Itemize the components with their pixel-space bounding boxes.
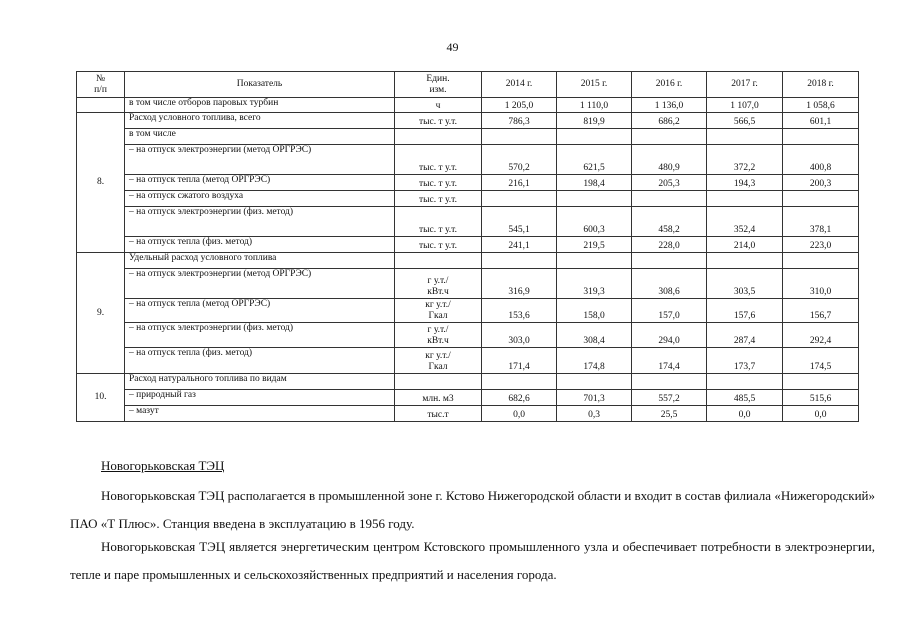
table-row	[77, 374, 859, 390]
value-cell: 308,4	[557, 323, 632, 348]
unit-cell: кг у.т./ Гкал	[395, 299, 482, 323]
indicator-cell: – природный газ	[125, 390, 395, 406]
row-number-cell: 8.	[77, 113, 125, 253]
value-cell: 156,7	[783, 299, 859, 323]
value-cell	[557, 253, 632, 269]
value-cell: 294,0	[632, 323, 707, 348]
header-cell: № п/п	[77, 72, 125, 98]
table-row	[77, 98, 859, 113]
value-cell: 214,0	[707, 237, 783, 253]
value-cell: 601,1	[783, 113, 859, 129]
indicator-cell: – на отпуск сжатого воздуха	[125, 191, 395, 207]
value-cell	[783, 253, 859, 269]
indicator-cell: Расход натурального топлива по видам	[125, 374, 395, 390]
unit-cell: тыс. т у.т.	[395, 113, 482, 129]
value-cell	[707, 191, 783, 207]
table-row	[77, 175, 859, 191]
value-cell: 292,4	[783, 323, 859, 348]
value-cell: 485,5	[707, 390, 783, 406]
value-cell: 303,0	[482, 323, 557, 348]
table-row	[77, 299, 859, 323]
indicator-cell: – на отпуск тепла (метод ОРГРЭС)	[125, 299, 395, 323]
unit-cell: тыс.т	[395, 406, 482, 422]
value-cell: 545,1	[482, 207, 557, 237]
indicator-cell: – на отпуск электроэнергии (физ. метод)	[125, 323, 395, 348]
paragraph: Новогорьковская ТЭЦ является энергетическим центром Кстовского промышленного узла и обеспечивает потребности в электроэнергии, тепле и паре промышленных и сельскохозяйственных предприятий и населения города.	[70, 539, 875, 582]
value-cell: 786,3	[482, 113, 557, 129]
value-cell	[482, 374, 557, 390]
table-row	[77, 145, 859, 175]
indicator-cell: Удельный расход условного топлива	[125, 253, 395, 269]
table-row	[77, 253, 859, 269]
value-cell: 228,0	[632, 237, 707, 253]
value-cell: 287,4	[707, 323, 783, 348]
value-cell: 0,0	[482, 406, 557, 422]
indicator-cell: – на отпуск тепла (метод ОРГРЭС)	[125, 175, 395, 191]
unit-cell	[395, 253, 482, 269]
header-cell: 2018 г.	[783, 72, 859, 98]
indicator-cell: в том числе отборов паровых турбин	[125, 98, 395, 113]
value-cell: 173,7	[707, 348, 783, 374]
unit-cell: тыс. т у.т.	[395, 191, 482, 207]
table-row	[77, 129, 859, 145]
unit-cell	[395, 129, 482, 145]
header-cell: Показатель	[125, 72, 395, 98]
value-cell: 1 136,0	[632, 98, 707, 113]
value-cell	[482, 129, 557, 145]
value-cell: 0,3	[557, 406, 632, 422]
section-title: Новогорьковская ТЭЦ	[101, 458, 225, 473]
value-cell: 316,9	[482, 269, 557, 299]
table-row	[77, 406, 859, 422]
value-cell	[482, 191, 557, 207]
header-cell: 2014 г.	[482, 72, 557, 98]
value-cell: 557,2	[632, 390, 707, 406]
unit-cell: тыс. т у.т.	[395, 145, 482, 175]
value-cell: 570,2	[482, 145, 557, 175]
value-cell: 157,0	[632, 299, 707, 323]
value-cell	[707, 253, 783, 269]
value-cell: 216,1	[482, 175, 557, 191]
value-cell: 378,1	[783, 207, 859, 237]
value-cell: 682,6	[482, 390, 557, 406]
value-cell: 600,3	[557, 207, 632, 237]
value-cell: 400,8	[783, 145, 859, 175]
header-cell: Един. изм.	[395, 72, 482, 98]
value-cell: 0,0	[707, 406, 783, 422]
value-cell	[632, 191, 707, 207]
value-cell: 310,0	[783, 269, 859, 299]
table-header-row	[77, 72, 859, 98]
value-cell: 566,5	[707, 113, 783, 129]
unit-cell: тыс. т у.т.	[395, 175, 482, 191]
table-row	[77, 269, 859, 299]
paragraph: Новогорьковская ТЭЦ располагается в промышленной зоне г. Кстово Нижегородской области и входит в состав филиала «Нижегородский» ПАО «Т Плюс». Станция введена в эксплуатацию в 1956 году.	[70, 488, 875, 531]
table-row	[77, 348, 859, 374]
value-cell	[557, 191, 632, 207]
header-cell: 2016 г.	[632, 72, 707, 98]
value-cell	[632, 129, 707, 145]
value-cell: 200,3	[783, 175, 859, 191]
value-cell: 372,2	[707, 145, 783, 175]
value-cell: 174,5	[783, 348, 859, 374]
value-cell: 1 058,6	[783, 98, 859, 113]
header-cell: 2017 г.	[707, 72, 783, 98]
data-table	[76, 71, 859, 422]
value-cell: 241,1	[482, 237, 557, 253]
table-row	[77, 113, 859, 129]
row-number-cell: 10.	[77, 374, 125, 422]
value-cell: 223,0	[783, 237, 859, 253]
indicator-cell: – мазут	[125, 406, 395, 422]
value-cell: 701,3	[557, 390, 632, 406]
value-cell	[707, 374, 783, 390]
unit-cell	[395, 374, 482, 390]
value-cell: 303,5	[707, 269, 783, 299]
value-cell: 174,4	[632, 348, 707, 374]
indicator-cell: – на отпуск электроэнергии (физ. метод)	[125, 207, 395, 237]
value-cell: 198,4	[557, 175, 632, 191]
value-cell: 458,2	[632, 207, 707, 237]
indicator-cell: – на отпуск тепла (физ. метод)	[125, 237, 395, 253]
value-cell	[783, 191, 859, 207]
value-cell: 0,0	[783, 406, 859, 422]
value-cell: 171,4	[482, 348, 557, 374]
row-number-cell: 9.	[77, 253, 125, 374]
value-cell: 153,6	[482, 299, 557, 323]
unit-cell: кг у.т./ Гкал	[395, 348, 482, 374]
unit-cell: тыс. т у.т.	[395, 237, 482, 253]
value-cell: 308,6	[632, 269, 707, 299]
value-cell: 686,2	[632, 113, 707, 129]
value-cell	[482, 253, 557, 269]
table-row	[77, 207, 859, 237]
table-row	[77, 191, 859, 207]
value-cell: 205,3	[632, 175, 707, 191]
table-row	[77, 237, 859, 253]
value-cell	[707, 129, 783, 145]
value-cell: 515,6	[783, 390, 859, 406]
value-cell: 819,9	[557, 113, 632, 129]
indicator-cell: – на отпуск тепла (физ. метод)	[125, 348, 395, 374]
value-cell	[783, 374, 859, 390]
value-cell: 1 110,0	[557, 98, 632, 113]
unit-cell: г у.т./ кВт.ч	[395, 269, 482, 299]
value-cell: 1 107,0	[707, 98, 783, 113]
row-number-cell	[77, 98, 125, 113]
value-cell: 158,0	[557, 299, 632, 323]
unit-cell: тыс. т у.т.	[395, 207, 482, 237]
value-cell: 219,5	[557, 237, 632, 253]
indicator-cell: Расход условного топлива, всего	[125, 113, 395, 129]
value-cell	[557, 374, 632, 390]
indicator-cell: – на отпуск электроэнергии (метод ОРГРЭС)	[125, 269, 395, 299]
value-cell: 480,9	[632, 145, 707, 175]
unit-cell: ч	[395, 98, 482, 113]
value-cell	[557, 129, 632, 145]
value-cell: 157,6	[707, 299, 783, 323]
table-row	[77, 390, 859, 406]
value-cell: 352,4	[707, 207, 783, 237]
value-cell: 621,5	[557, 145, 632, 175]
value-cell: 1 205,0	[482, 98, 557, 113]
value-cell	[783, 129, 859, 145]
value-cell: 25,5	[632, 406, 707, 422]
unit-cell: млн. м3	[395, 390, 482, 406]
unit-cell: г у.т./ кВт.ч	[395, 323, 482, 348]
value-cell	[632, 253, 707, 269]
value-cell: 174,8	[557, 348, 632, 374]
header-cell: 2015 г.	[557, 72, 632, 98]
value-cell: 319,3	[557, 269, 632, 299]
indicator-cell: – на отпуск электроэнергии (метод ОРГРЭС)	[125, 145, 395, 175]
table-row	[77, 323, 859, 348]
page-number: 49	[446, 40, 459, 54]
indicator-cell: в том числе	[125, 129, 395, 145]
value-cell	[632, 374, 707, 390]
value-cell: 194,3	[707, 175, 783, 191]
